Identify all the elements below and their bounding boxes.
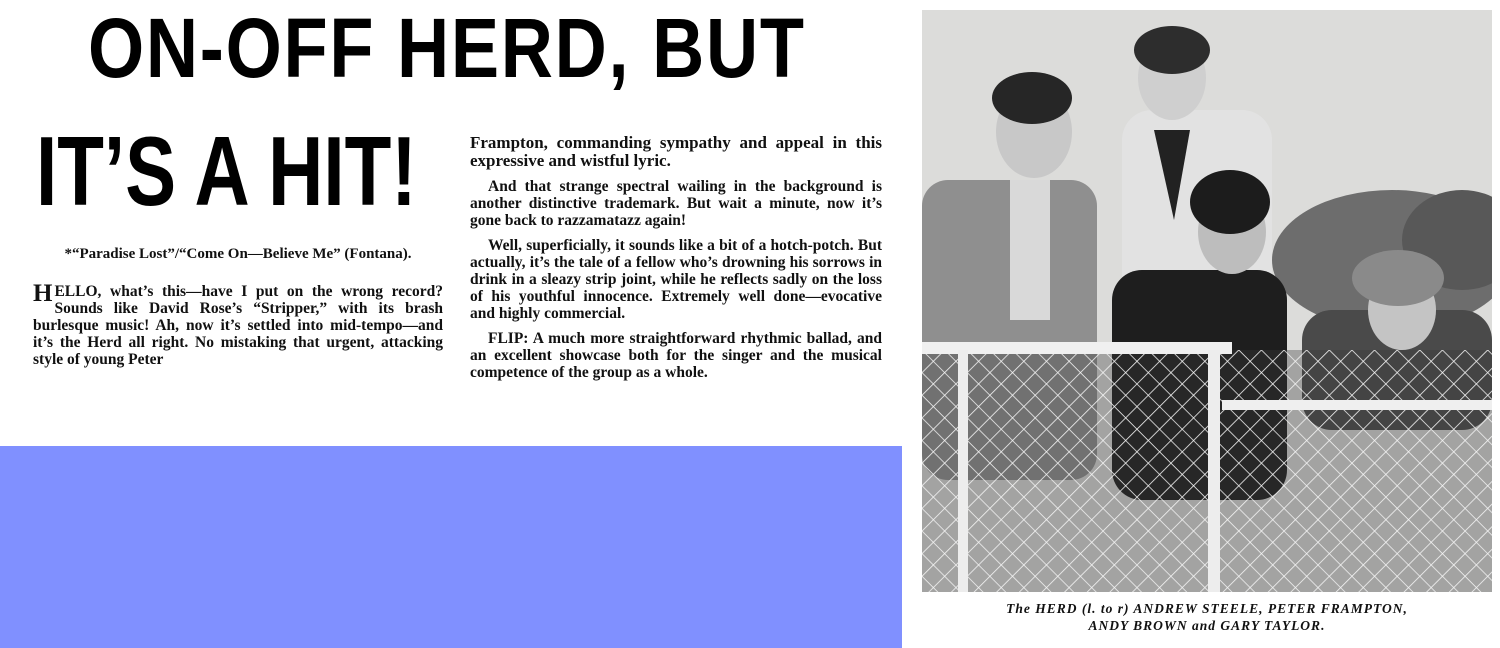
photo-caption [922,600,1492,634]
blue-fill-block [0,446,902,648]
headline-line-1: ON-OFF HERD, BUT [88,1,806,95]
article-column-1 [33,246,443,376]
paragraph-3: And that strange spectral wailing in the background is another distinctive trademark. But wait a minute, now it’s gone back to razzamatazz again! [470,178,882,229]
drop-cap: H [33,280,53,307]
record-credit: *“Paradise Lost”/“Come On—Believe Me” (Fontana). [64,246,412,262]
paragraph-4: Well, superficially, it sounds like a bit of a hotch-potch. But actually, it’s the tale of a fellow who’s drowning his sorrows in drink in a sleazy strip joint, while he reflects sadly on the loss of his youthful innocence. Extremely well done—evocative and highly commercial. [470,237,882,322]
article-column-2 [470,134,882,389]
band-photo [922,10,1492,592]
caption-line-2: ANDY BROWN and GARY TAYLOR. [1088,618,1326,633]
paragraph-flip: FLIP: A much more straightforward rhythmic ballad, and an excellent showcase both for the singer and the musical competence of the group as a whole. [470,330,882,381]
caption-line-1: The HERD (l. to r) ANDREW STEELE, PETER FRAMPTON, [1006,601,1408,616]
headline-line-2: IT’S A HIT! [36,116,417,226]
paragraph-1-text: ELLO, what’s this—have I put on the wrong record? Sounds like David Rose’s “Stripper,” with its brash burlesque music! Ah, now it’s settled into mid-tempo—and it’s the Herd all right. No mistaking that urgent, attacking style of young Peter [33,283,443,368]
band-photo-illustration [922,10,1492,592]
paragraph-1 [33,280,443,368]
paragraph-2: Frampton, commanding sympathy and appeal in this expressive and wistful lyric. [470,133,882,170]
